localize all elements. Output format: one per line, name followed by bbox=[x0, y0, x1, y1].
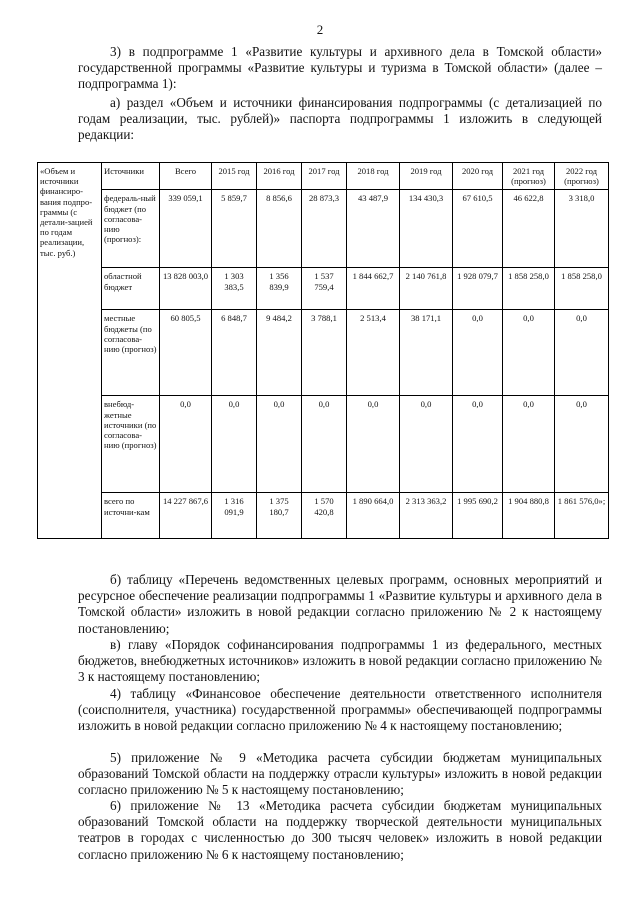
value-cell: 2 513,4 bbox=[347, 310, 400, 396]
paragraph-item-b: б) таблицу «Перечень ведомственных целевых программ, основных мероприятий и ресурсное обеспечение реализации подпрограммы 1 «Развитие культуры и архивного дела в Томской области» изложить в новой редакции согласно приложению № 2 к настоящему постановлению; bbox=[78, 572, 602, 636]
column-header: 2018 год bbox=[347, 163, 400, 190]
value-cell: 1 858 258,0 bbox=[503, 268, 555, 310]
column-header: 2021 год (прогноз) bbox=[503, 163, 555, 190]
value-cell: 9 484,2 bbox=[257, 310, 302, 396]
paragraph-item-v: в) главу «Порядок софинансирования подпрограммы 1 из федерального, местных бюджетов, внебюджетных источников» изложить в новой редакции согласно приложению № 3 к настоящему постановлению; bbox=[78, 637, 602, 685]
paragraph-item-5: 5) приложение № 9 «Методика расчета субсидии бюджетам муниципальных образований Томской области на поддержку отрасли культуры» изложить в новой редакции согласно приложению № 5 к настоящему постановлению; bbox=[78, 750, 602, 798]
value-cell: 2 140 761,8 bbox=[400, 268, 453, 310]
source-cell: федераль-ный бюджет (по согласова-нию (прогноз): bbox=[102, 190, 160, 268]
value-cell: 0,0 bbox=[453, 310, 503, 396]
value-cell: 1 890 664,0 bbox=[347, 493, 400, 539]
value-cell: 0,0 bbox=[160, 396, 212, 493]
source-cell: областной бюджет bbox=[102, 268, 160, 310]
source-cell: всего по источни-кам bbox=[102, 493, 160, 539]
value-cell: 67 610,5 bbox=[453, 190, 503, 268]
value-cell: 1 356 839,9 bbox=[257, 268, 302, 310]
value-cell: 2 313 363,2 bbox=[400, 493, 453, 539]
value-cell: 0,0 bbox=[555, 396, 609, 493]
value-cell: 1 858 258,0 bbox=[555, 268, 609, 310]
table-row bbox=[38, 310, 609, 396]
page-number: 2 bbox=[316, 22, 324, 37]
value-cell: 5 859,7 bbox=[212, 190, 257, 268]
row-header-cell: «Объем и источники финансиро-вания подпро-граммы (с детали-зацией по годам реализации, тыс. руб.) bbox=[38, 163, 102, 539]
source-cell: внебюд-жетные источники (по согласова-нию (прогноз) bbox=[102, 396, 160, 493]
value-cell: 0,0 bbox=[503, 310, 555, 396]
value-cell: 0,0 bbox=[555, 310, 609, 396]
value-cell: 134 430,3 bbox=[400, 190, 453, 268]
value-cell: 0,0 bbox=[212, 396, 257, 493]
value-cell: 1 928 079,7 bbox=[453, 268, 503, 310]
paragraph-item-3: 3) в подпрограмме 1 «Развитие культуры и архивного дела в Томской области» государственной программы «Развитие культуры и туризма в Томской области» (далее – подпрограмма 1): bbox=[78, 44, 602, 92]
value-cell: 1 844 662,7 bbox=[347, 268, 400, 310]
value-cell: 0,0 bbox=[302, 396, 347, 493]
column-header: 2022 год (прогноз) bbox=[555, 163, 609, 190]
value-cell: 14 227 867,6 bbox=[160, 493, 212, 539]
value-cell: 38 171,1 bbox=[400, 310, 453, 396]
value-cell: 1 303 383,5 bbox=[212, 268, 257, 310]
table-header-row bbox=[38, 163, 609, 190]
table-row-total bbox=[38, 493, 609, 539]
value-cell: 1 904 880,8 bbox=[503, 493, 555, 539]
table-row bbox=[38, 268, 609, 310]
value-cell: 1 316 091,9 bbox=[212, 493, 257, 539]
value-cell: 1 537 759,4 bbox=[302, 268, 347, 310]
value-cell: 43 487,9 bbox=[347, 190, 400, 268]
column-header: 2016 год bbox=[257, 163, 302, 190]
value-cell: 6 848,7 bbox=[212, 310, 257, 396]
column-header: 2020 год bbox=[453, 163, 503, 190]
value-cell: 1 570 420,8 bbox=[302, 493, 347, 539]
column-header: Источники bbox=[102, 163, 160, 190]
paragraph-item-6: 6) приложение № 13 «Методика расчета субсидии бюджетам муниципальных образований Томской области на поддержку творческой деятельности муниципальных театров в городах с численностью до 300 тысяч человек» изложить в новой редакции согласно приложению № 6 к настоящему постановлению; bbox=[78, 798, 602, 862]
value-cell: 3 318,0 bbox=[555, 190, 609, 268]
column-header: 2015 год bbox=[212, 163, 257, 190]
value-cell: 13 828 003,0 bbox=[160, 268, 212, 310]
value-cell: 3 788,1 bbox=[302, 310, 347, 396]
value-cell: 28 873,3 bbox=[302, 190, 347, 268]
value-cell: 339 059,1 bbox=[160, 190, 212, 268]
value-cell: 0,0 bbox=[257, 396, 302, 493]
value-cell: 46 622,8 bbox=[503, 190, 555, 268]
paragraph-item-a: а) раздел «Объем и источники финансирования подпрограммы (с детализацией по годам реализации, тыс. рублей)» паспорта подпрограммы 1 изложить в следующей редакции: bbox=[78, 95, 602, 143]
column-header: 2017 год bbox=[302, 163, 347, 190]
value-cell: 0,0 bbox=[400, 396, 453, 493]
column-header: 2019 год bbox=[400, 163, 453, 190]
value-cell: 1 995 690,2 bbox=[453, 493, 503, 539]
table-row bbox=[38, 396, 609, 493]
column-header: Всего bbox=[160, 163, 212, 190]
value-cell: 0,0 bbox=[453, 396, 503, 493]
value-cell: 1 861 576,0»; bbox=[555, 493, 609, 539]
value-cell: 0,0 bbox=[347, 396, 400, 493]
table-row bbox=[38, 190, 609, 268]
value-cell: 60 805,5 bbox=[160, 310, 212, 396]
value-cell: 0,0 bbox=[503, 396, 555, 493]
financing-table bbox=[37, 162, 609, 539]
value-cell: 1 375 180,7 bbox=[257, 493, 302, 539]
source-cell: местные бюджеты (по согласова-нию (прогноз) bbox=[102, 310, 160, 396]
value-cell: 8 856,6 bbox=[257, 190, 302, 268]
paragraph-item-4: 4) таблицу «Финансовое обеспечение деятельности ответственного исполнителя (соисполнителя, участника) государственной программы» обеспечивающей подпрограммы изложить в новой редакции согласно приложению № 4 к настоящему постановлению; bbox=[78, 686, 602, 734]
